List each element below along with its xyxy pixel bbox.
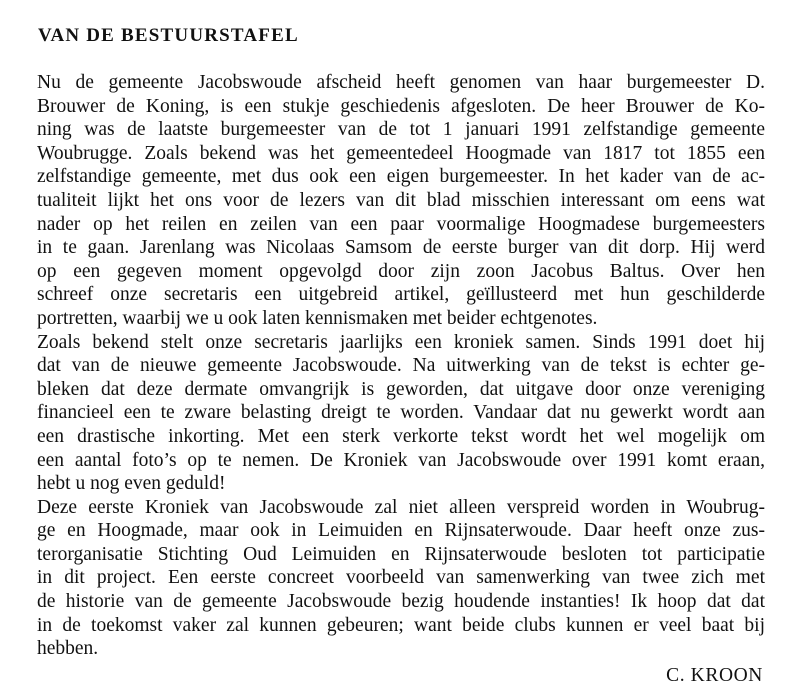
text-line: Zoals bekend stelt onze secretaris jaarlijks een kroniek samen. Sinds 1991 doet hij <box>37 331 765 353</box>
text-line: tualiteit lijkt het ons voor de lezers van dit blad misschien interessant om eens wat <box>37 189 765 211</box>
text-line: Nu de gemeente Jacobswoude afscheid heeft genomen van haar burgemeester D. <box>37 72 765 93</box>
text-line: in dit project. Een eerste concreet voorbeeld van samenwerking van twee zich met <box>37 567 765 589</box>
text-line: hebt u nog even geduld! <box>37 473 226 495</box>
text-line: nader op het reilen en zeilen van een paar voormalige Hoogmadese burgemeesters <box>37 213 765 235</box>
text-line: schreef onze secretaris een uitgebreid artikel, geïllusteerd met hun geschilderde <box>37 284 765 306</box>
text-line: Woubrugge. Zoals bekend was het gemeentedeel Hoogmade van 1817 tot 1855 een <box>37 142 765 164</box>
text-line: financieel een te zware belasting dreigt te worden. Vandaar dat nu gewerkt wordt aan <box>37 402 765 424</box>
text-line: Brouwer de Koning, is een stukje geschiedenis afgesloten. De heer Brouwer de Ko- <box>37 95 765 117</box>
author-signature: C. KROON <box>666 665 763 686</box>
text-line: terorganisatie Stichting Oud Leimuiden en Rijnsaterwoude besloten tot participatie <box>37 543 765 565</box>
text-line: bleken dat deze dermate omvangrijk is geworden, dat uitgave door onze vereniging <box>37 378 765 400</box>
article-heading: VAN DE BESTUURSTAFEL <box>38 25 299 46</box>
text-line: in de toekomst vaker zal kunnen gebeuren; want beide clubs kunnen er veel baat bij <box>37 614 765 636</box>
text-line: een aantal foto’s op te nemen. De Kroniek van Jacobswoude over 1991 komt eraan, <box>37 449 765 471</box>
text-line: een drastische inkorting. Met een sterk verkorte tekst wordt het wel mogelijk om <box>37 425 765 447</box>
text-line: portretten, waarbij we u ook laten kennismaken met beider echtgenotes. <box>37 307 598 329</box>
text-line: ge en Hoogmade, maar ook in Leimuiden en Rijnsaterwoude. Daar heeft onze zus- <box>37 520 765 542</box>
text-line: in te gaan. Jarenlang was Nicolaas Samsom de eerste burger van dit dorp. Hij werd <box>37 237 765 259</box>
text-line: dat van de nieuwe gemeente Jacobswoude. Na uitwerking van de tekst is echter ge- <box>37 355 765 377</box>
text-line: zelfstandige gemeente, met dus ook een eigen burgemeester. In het kader van de ac- <box>37 166 765 188</box>
text-line: ning was de laatste burgemeester van de tot 1 januari 1991 zelfstandige gemeente <box>37 119 765 141</box>
article-body <box>37 71 765 661</box>
text-line: de historie van de gemeente Jacobswoude bezig houdende instanties! Ik hoop dat dat <box>37 591 765 613</box>
text-line: Deze eerste Kroniek van Jacobswoude zal niet alleen verspreid worden in Woubrug- <box>37 496 765 518</box>
text-line: hebben. <box>37 638 99 660</box>
text-line: op een gegeven moment opgevolgd door zijn zoon Jacobus Baltus. Over hen <box>37 260 765 282</box>
